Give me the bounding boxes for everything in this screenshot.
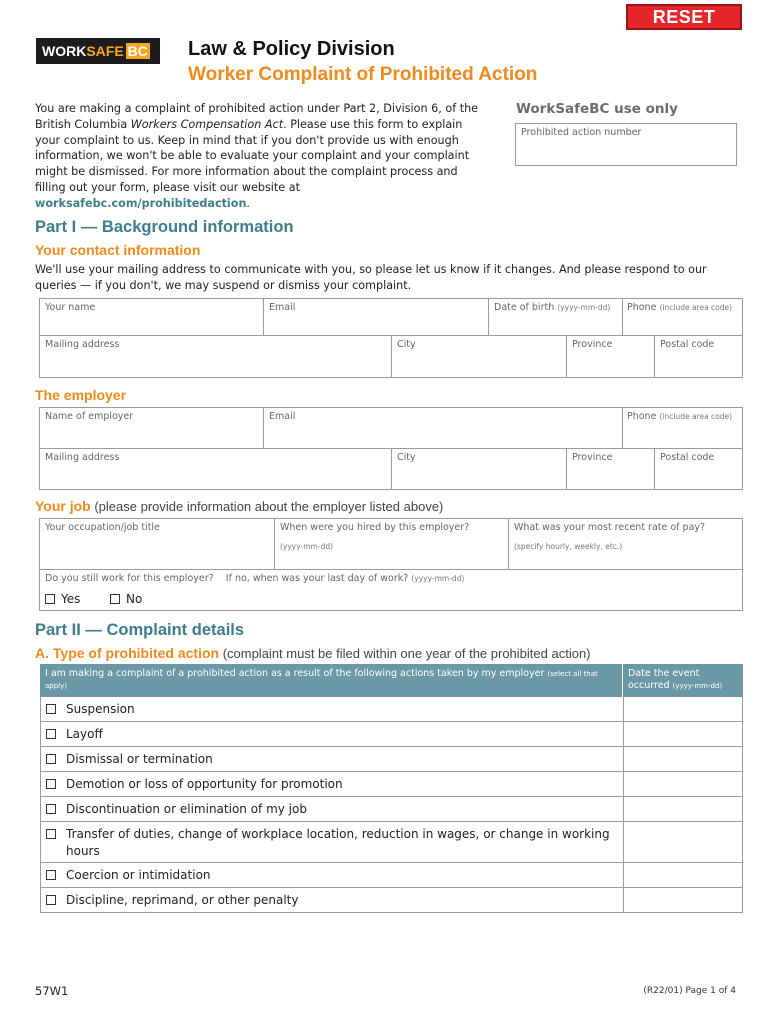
- contact-phone-field[interactable]: [622, 298, 743, 336]
- prohibited-action-number-label: Prohibited action number: [521, 127, 642, 138]
- dismissal-date-field[interactable]: [624, 747, 742, 771]
- discipline-date-field[interactable]: [624, 888, 742, 912]
- intro-text-cont: . Please use this form to explain your complaint to us. Keep in mind that if you don't provide us with enough information, we won't be able to evaluate your complaint and your complaint might be dismissed. For more information about the complaint process and filling out your form, please visit our website at: [35, 117, 470, 194]
- job-heading: [35, 498, 443, 514]
- intro-text: You are making a complaint of prohibited action under Part 2, Division 6, of the British Columbia: [35, 102, 479, 131]
- page-number: (R22/01) Page 1 of 4: [643, 986, 736, 996]
- table-header: [40, 664, 743, 697]
- employer-postal-code-field[interactable]: [654, 448, 743, 490]
- employer-phone-field[interactable]: [622, 407, 743, 449]
- transfer-checkbox[interactable]: [46, 829, 56, 839]
- section-a-note: (complaint must be filed within one year of the prohibited action): [219, 646, 591, 661]
- transfer-date-field[interactable]: [624, 822, 742, 862]
- employer-phone-hint: (include area code): [659, 412, 733, 421]
- form-id: 57W1: [35, 984, 69, 998]
- discontinuation-checkbox[interactable]: [46, 804, 56, 814]
- suspension-checkbox[interactable]: [46, 704, 56, 714]
- employer-mailing-address-field[interactable]: [39, 448, 392, 490]
- division-title: Law & Policy Division: [188, 38, 395, 60]
- employment-status-labels: [45, 573, 737, 585]
- form-title: Worker Complaint of Prohibited Action: [188, 64, 538, 85]
- contact-description: We'll use your mailing address to communicate with you, so please let us know if it changes. And please respond to our queries — if you don't, we may suspend or dismiss your complaint.: [35, 263, 707, 292]
- yes-label: Yes: [61, 592, 81, 606]
- employer-name-label: Name of employer: [45, 411, 134, 422]
- date-of-birth-field[interactable]: [488, 298, 623, 336]
- header-date-text: Date the event occurred: [628, 668, 700, 691]
- logo-text-work: WORK: [42, 43, 87, 59]
- demotion-date-field[interactable]: [624, 772, 742, 796]
- yes-option[interactable]: [45, 592, 80, 606]
- no-checkbox[interactable]: [110, 594, 120, 604]
- contact-email-field[interactable]: [263, 298, 489, 336]
- logo-text-safe: SAFE: [86, 43, 124, 59]
- employer-heading: The employer: [35, 387, 127, 403]
- suspension-date-field[interactable]: [624, 697, 742, 721]
- dob-hint: (yyyy-mm-dd): [557, 303, 611, 312]
- intro-paragraph: [35, 101, 485, 212]
- occupation-field[interactable]: [39, 518, 275, 570]
- phone-label: Phone: [627, 302, 657, 313]
- postal-label: Postal code: [660, 339, 715, 350]
- province-label: Province: [572, 339, 613, 350]
- table-row: [40, 863, 743, 888]
- reset-button[interactable]: RESET: [626, 4, 742, 30]
- section-a-title: Type of prohibited action: [52, 645, 220, 661]
- layoff-checkbox[interactable]: [46, 729, 56, 739]
- layoff-date-field[interactable]: [624, 722, 742, 746]
- last-day-label[interactable]: If no, when was your last day of work?: [225, 573, 409, 584]
- table-header-actions: [40, 664, 623, 697]
- occupation-label: Your occupation/job title: [45, 522, 160, 533]
- table-row: [40, 888, 743, 913]
- rate-of-pay-field[interactable]: [508, 518, 743, 570]
- table-row: [40, 722, 743, 747]
- employer-city-label: City: [397, 452, 416, 463]
- hired-date-field[interactable]: [274, 518, 509, 570]
- dob-label: Date of birth: [494, 302, 555, 313]
- section-a-letter: A.: [35, 645, 49, 661]
- header-actions-text: I am making a complaint of a prohibited action as a result of the following actions taken by my employer: [45, 668, 545, 679]
- row-label-dismissal: Dismissal or termination: [66, 752, 213, 766]
- section-a-heading: [35, 645, 591, 661]
- pay-hint: (specify hourly, weekly, etc.): [514, 542, 623, 551]
- last-day-hint: (yyyy-mm-dd): [411, 574, 465, 583]
- row-label-discontinuation: Discontinuation or elimination of my job: [66, 802, 307, 816]
- row-label-suspension: Suspension: [66, 702, 135, 716]
- mailing-label: Mailing address: [45, 339, 120, 350]
- header-date-hint: (yyyy-mm-dd): [672, 682, 723, 690]
- employer-email-field[interactable]: [263, 407, 623, 449]
- row-label-layoff: Layoff: [66, 727, 103, 741]
- intro-end: .: [246, 196, 250, 210]
- prohibited-action-number-field[interactable]: [515, 123, 737, 166]
- contact-heading: Your contact information: [35, 242, 201, 258]
- hired-label: When were you hired by this employer?: [280, 522, 470, 533]
- no-option[interactable]: [110, 592, 142, 606]
- worksafebc-logo: [36, 38, 160, 64]
- act-name: Workers Compensation Act: [130, 117, 284, 131]
- job-heading-note: (please provide information about the employer listed above): [90, 499, 444, 514]
- pay-label: What was your most recent rate of pay?: [514, 522, 706, 533]
- employer-email-label: Email: [269, 411, 296, 422]
- table-row: [40, 747, 743, 772]
- demotion-checkbox[interactable]: [46, 779, 56, 789]
- discipline-checkbox[interactable]: [46, 895, 56, 905]
- employer-postal-label: Postal code: [660, 452, 715, 463]
- employment-status-field: [39, 569, 743, 611]
- yes-checkbox[interactable]: [45, 594, 55, 604]
- job-heading-text: Your job: [35, 498, 91, 514]
- employer-name-field[interactable]: [39, 407, 264, 449]
- contact-city-field[interactable]: [391, 335, 567, 378]
- dismissal-checkbox[interactable]: [46, 754, 56, 764]
- phone-hint: (include area code): [659, 303, 733, 312]
- contact-mailing-address-field[interactable]: [39, 335, 392, 378]
- website-link[interactable]: worksafebc.com/prohibitedaction: [35, 196, 247, 210]
- contact-email-label: Email: [269, 302, 296, 313]
- employer-province-field[interactable]: [566, 448, 655, 490]
- employer-phone-label: Phone: [627, 411, 657, 422]
- coercion-date-field[interactable]: [624, 863, 742, 887]
- table-header-date: [623, 664, 743, 697]
- contact-postal-code-field[interactable]: [654, 335, 743, 378]
- prohibited-action-table: [40, 664, 743, 913]
- still-work-label: Do you still work for this employer?: [45, 573, 214, 584]
- employer-mailing-label: Mailing address: [45, 452, 120, 463]
- table-row: [40, 797, 743, 822]
- your-name-label: Your name: [45, 302, 96, 313]
- coercion-checkbox[interactable]: [46, 870, 56, 880]
- your-name-field[interactable]: [39, 298, 264, 336]
- row-label-demotion: Demotion or loss of opportunity for promotion: [66, 777, 343, 791]
- employer-city-field[interactable]: [391, 448, 567, 490]
- city-label: City: [397, 339, 416, 350]
- no-label: No: [126, 592, 143, 606]
- contact-province-field[interactable]: [566, 335, 655, 378]
- logo-text-bc: BC: [127, 43, 148, 59]
- part2-heading: Part II — Complaint details: [35, 621, 245, 639]
- discontinuation-date-field[interactable]: [624, 797, 742, 821]
- header-actions-hint: (select all that apply): [45, 670, 598, 690]
- use-only-heading: WorkSafeBC use only: [516, 101, 678, 117]
- hired-hint: (yyyy-mm-dd): [280, 542, 334, 551]
- table-row: [40, 772, 743, 797]
- row-label-coercion: Coercion or intimidation: [66, 868, 211, 882]
- row-label-transfer: Transfer of duties, change of workplace location, reduction in wages, or change in working hours: [66, 827, 610, 858]
- row-label-discipline: Discipline, reprimand, or other penalty: [66, 893, 299, 907]
- employer-province-label: Province: [572, 452, 613, 463]
- part1-heading: Part I — Background information: [35, 218, 294, 236]
- table-row: [40, 697, 743, 722]
- table-row: [40, 822, 743, 863]
